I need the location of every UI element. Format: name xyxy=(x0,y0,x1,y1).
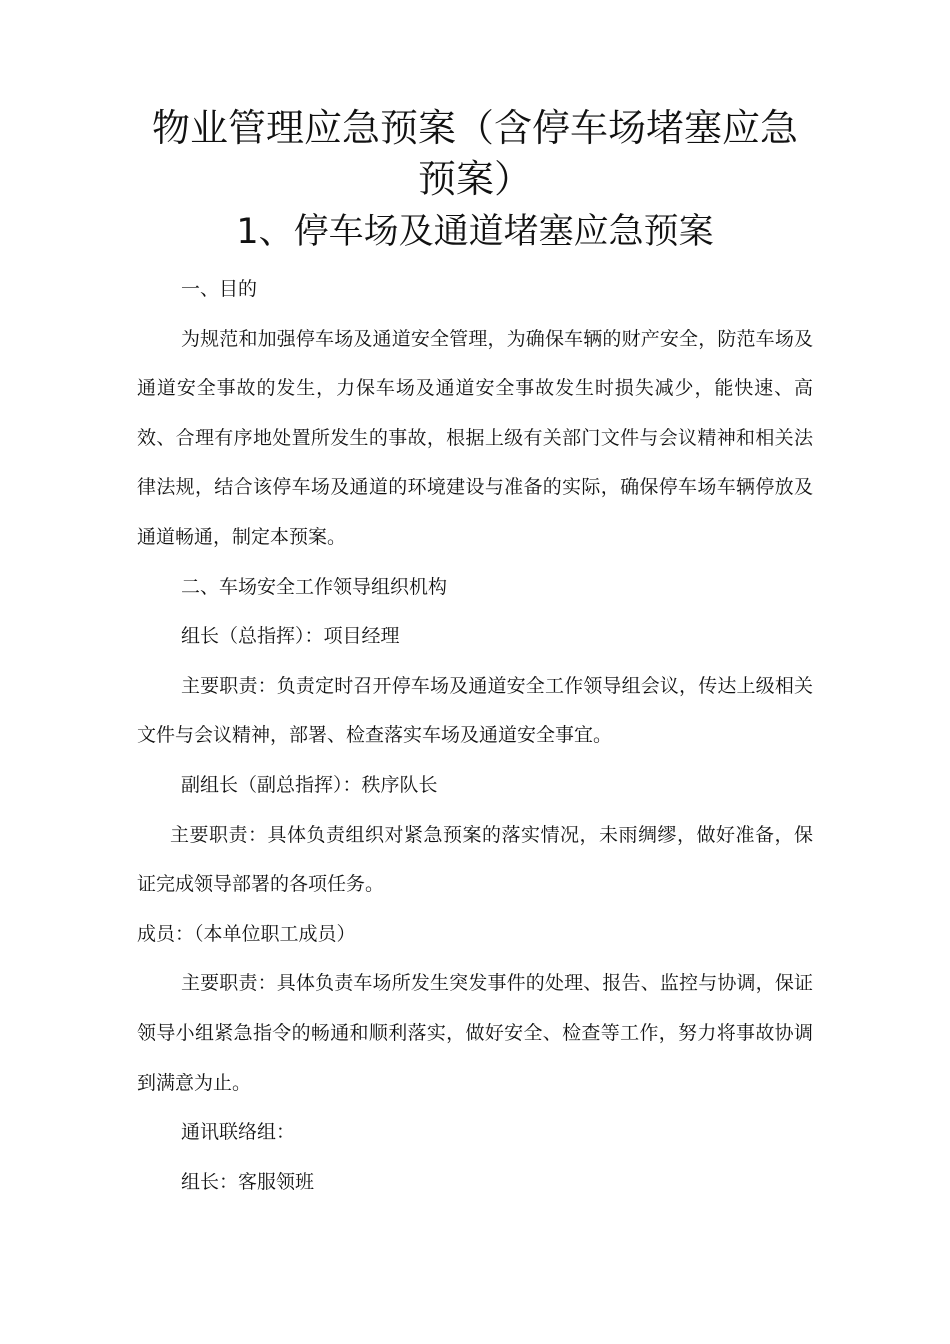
paragraph-leader-duties: 主要职责：负责定时召开停车场及通道安全工作领导组会议，传达上级相关文件与会议精神，部署、检查落实车场及通道安全事宜。 xyxy=(137,674,813,747)
section-heading-purpose: 一、目的 xyxy=(181,278,258,300)
paragraph-members: 成员：（本单位职工成员） xyxy=(137,922,356,945)
paragraph-communication-leader: 组长：客服领班 xyxy=(181,1170,315,1193)
paragraph-communication-group: 通讯联络组： xyxy=(181,1121,296,1144)
paragraph-purpose: 为规范和加强停车场及通道安全管理，为确保车辆的财产安全，防范车场及通道安全事故的发生，力保车场及通道安全事故发生时损失减少，能快速、高效、合理有序地处置所发生的事故，根据上级有关部门文件与会议精神和相关法律法规，结合该停车场及通道的环境建设与准备的实际，确保停车场车辆停放及通道畅通，制定本预案。 xyxy=(137,327,813,548)
section-title: 1、停车场及通道堵塞应急预案 xyxy=(236,212,714,252)
paragraph-member-duties: 主要职责：具体负责车场所发生突发事件的处理、报告、监控与协调，保证领导小组紧急指令的畅通和顺利落实，做好安全、检查等工作，努力将事故协调到满意为止。 xyxy=(137,972,813,1094)
document-title-line2: 预案） xyxy=(417,157,532,201)
document-body xyxy=(137,265,813,1207)
paragraph-group-leader: 组长（总指挥）：项目经理 xyxy=(181,625,400,648)
document-title-line1: 物业管理应急预案（含停车场堵塞应急 xyxy=(151,106,798,150)
paragraph-deputy-duties: 主要职责：具体负责组织对紧急预案的落实情况，未雨绸缪，做好准备，保证完成领导部署的各项任务。 xyxy=(137,823,813,896)
section-heading-organization: 二、车场安全工作领导组织机构 xyxy=(181,575,448,598)
paragraph-deputy-leader: 副组长（副总指挥）：秩序队长 xyxy=(181,773,438,796)
